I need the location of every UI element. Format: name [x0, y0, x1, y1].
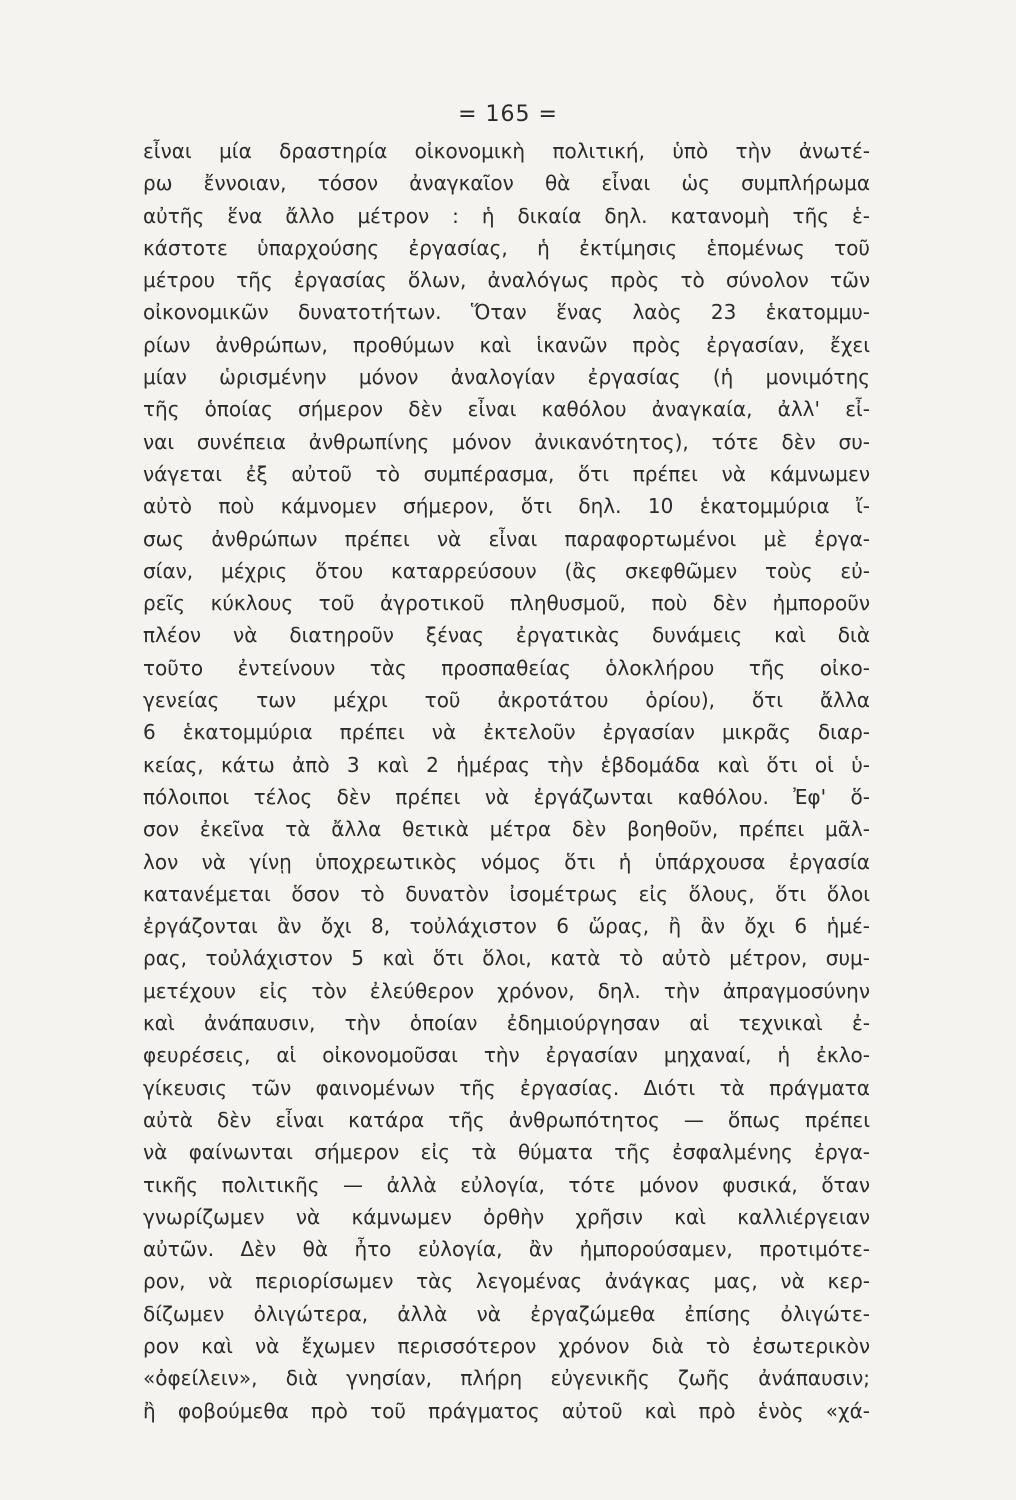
- text-line: μίαν ὡρισμένην μόνον ἀναλογίαν ἐργασίας (ἡ μονιμότης: [143, 365, 870, 390]
- text-line: ρον, νὰ περιορίσωμεν τὰς λεγομένας ἀνάγκας μας, νὰ κερ-: [143, 1269, 870, 1294]
- text-line: 6 ἑκατομμύρια πρέπει νὰ ἐκτελοῦν ἐργασίαν μικρᾶς διαρ-: [143, 720, 870, 745]
- text-line: δίζωμεν ὀλιγώτερα, ἀλλὰ νὰ ἐργαζώμεθα ἐπίσης ὀλιγώτε-: [143, 1301, 870, 1326]
- text-line: οἰκονομικῶν δυνατοτήτων. Ὅταν ἕνας λαὸς 23 ἑκατομμυ-: [143, 300, 870, 325]
- text-line: αὐτὸ ποὺ κάμνομεν σήμερον, ὅτι δηλ. 10 ἑκατομμύρια ἴ-: [143, 494, 870, 519]
- text-line: λον νὰ γίνῃ ὑποχρεωτικὸς νόμος ὅτι ἡ ὑπάρχουσα ἐργασία: [143, 849, 870, 874]
- text-line: σον ἐκεῖνα τὰ ἄλλα θετικὰ μέτρα δὲν βοηθοῦν, πρέπει μᾶλ-: [143, 817, 870, 842]
- text-line: μέτρου τῆς ἐργασίας ὅλων, ἀναλόγως πρὸς τὸ σύνολον τῶν: [143, 268, 870, 293]
- text-line: εἶναι μία δραστηρία οἰκονομικὴ πολιτική, ὑπὸ τὴν ἀνωτέ-: [143, 139, 870, 163]
- text-line: κάστοτε ὑπαρχούσης ἐργασίας, ἡ ἐκτίμησις ἑπομένως τοῦ: [143, 235, 870, 260]
- text-line: ρίων ἀνθρώπων, προθύμων καὶ ἱκανῶν πρὸς ἐργασίαν, ἔχει: [143, 332, 870, 357]
- text-line: αὐτὰ δὲν εἶναι κατάρα τῆς ἀνθρωπότητος — ὅπως πρέπει: [143, 1107, 870, 1132]
- text-line: ἐργάζονται ἂν ὄχι 8, τοὐλάχιστον 6 ὥρας, ἢ ἂν ὄχι 6 ἡμέ-: [143, 914, 870, 939]
- text-line: νάγεται ἐξ αὐτοῦ τὸ συμπέρασμα, ὅτι πρέπει νὰ κάμνωμεν: [143, 461, 870, 486]
- text-line: πλέον νὰ διατηροῦν ξένας ἐργατικὰς δυνάμεις καὶ διὰ: [143, 623, 870, 648]
- text-line: γίκευσις τῶν φαινομένων τῆς ἐργασίας. Διότι τὰ πράγματα: [143, 1075, 870, 1100]
- text-line: μετέχουν εἰς τὸν ἐλεύθερον χρόνον, δηλ. τὴν ἀπραγμοσύνην: [143, 978, 870, 1003]
- text-line: ναι συνέπεια ἀνθρωπίνης μόνον ἀνικανότητος), τότε δὲν συ-: [143, 429, 870, 454]
- text-line: ρας, τοὐλάχιστον 5 καὶ ὅτι ὅλοι, κατὰ τὸ αὐτὸ μέτρον, συμ-: [143, 946, 870, 971]
- text-line: γνωρίζωμεν νὰ κάμνωμεν ὀρθὴν χρῆσιν καὶ καλλιέργειαν: [143, 1204, 870, 1229]
- text-line: κατανέμεται ὅσον τὸ δυνατὸν ἰσομέτρως εἰς ὅλους, ὅτι ὅλοι: [143, 881, 870, 906]
- text-line: πόλοιποι τέλος δὲν πρέπει νὰ ἐργάζωνται καθόλου. Ἐφ' ὅ-: [143, 784, 870, 809]
- text-line: ρεῖς κύκλους τοῦ ἀγροτικοῦ πληθυσμοῦ, ποὺ δὲν ἠμποροῦν: [143, 591, 870, 616]
- text-line: νὰ φαίνωνται σήμερον εἰς τὰ θύματα τῆς ἐσφαλμένης ἐργα-: [143, 1140, 870, 1165]
- text-line: ἢ φοβούμεθα πρὸ τοῦ πράγματος αὐτοῦ καὶ πρὸ ἑνὸς «χά-: [143, 1398, 870, 1423]
- text-line: αὐτῶν. Δὲν θὰ ἦτο εὐλογία, ἂν ἠμπορούσαμεν, προτιμότε-: [143, 1237, 870, 1262]
- text-line: τῆς ὁποίας σήμερον δὲν εἶναι καθόλου ἀναγκαία, ἀλλ' εἶ-: [143, 397, 870, 422]
- text-line: αὐτῆς ἕνα ἄλλο μέτρον : ἡ δικαία δηλ. κατανομὴ τῆς ἑ-: [143, 203, 870, 228]
- text-line: φευρέσεις, αἱ οἰκονομοῦσαι τὴν ἐργασίαν μηχαναί, ἡ ἐκλο-: [143, 1043, 870, 1068]
- text-line: καὶ ἀνάπαυσιν, τὴν ὁποίαν ἐδημιούργησαν αἱ τεχνικαὶ ἐ-: [143, 1011, 870, 1036]
- text-line: τοῦτο ἐντείνουν τὰς προσπαθείας ὁλοκλήρου τῆς οἰκο-: [143, 655, 870, 680]
- text-line: γενείας των μέχρι τοῦ ἀκροτάτου ὁρίου), ὅτι ἄλλα: [143, 688, 870, 713]
- page-number: = 165 =: [458, 102, 558, 127]
- text-line: ρον καὶ νὰ ἔχωμεν περισσότερον χρόνον διὰ τὸ ἐσωτερικὸν: [143, 1333, 870, 1358]
- text-line: «ὀφείλειν», διὰ γνησίαν, πλήρη εὐγενικῆς ζωῆς ἀνάπαυσιν;: [143, 1366, 870, 1391]
- text-line: κείας, κάτω ἀπὸ 3 καὶ 2 ἡμέρας τὴν ἑβδομάδα καὶ ὅτι οἱ ὑ-: [143, 752, 870, 777]
- text-line: σως ἀνθρώπων πρέπει νὰ εἶναι παραφορτωμένοι μὲ ἐργα-: [143, 526, 870, 551]
- body-text: [143, 135, 870, 1427]
- text-line: σίαν, μέχρις ὅτου καταρρεύσουν (ἂς σκεφθῶμεν τοὺς εὐ-: [143, 558, 870, 583]
- text-line: ρω ἔννοιαν, τόσον ἀναγκαῖον θὰ εἶναι ὡς συμπλήρωμα: [143, 171, 870, 196]
- text-line: τικῆς πολιτικῆς — ἀλλὰ εὐλογία, τότε μόνον φυσικά, ὅταν: [143, 1172, 870, 1197]
